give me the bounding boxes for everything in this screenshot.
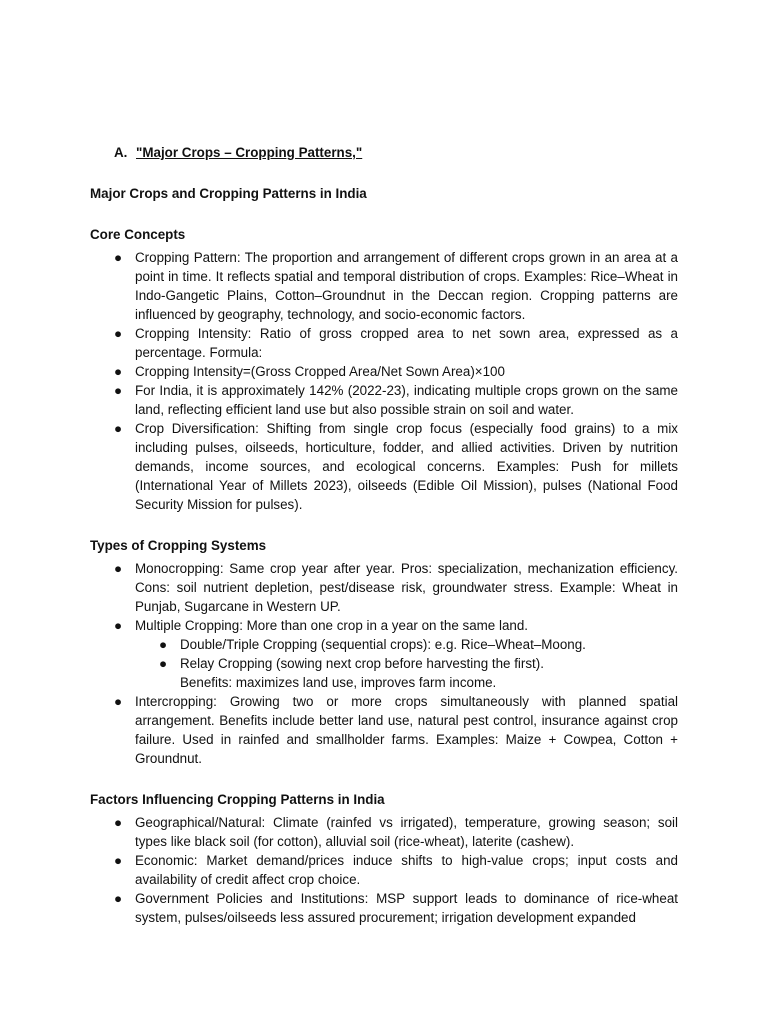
multiple-cropping-sublist: [135, 635, 678, 673]
bullet-icon: ●: [114, 891, 123, 906]
factors-heading: Factors Influencing Cropping Patterns in India: [90, 792, 385, 807]
cropping-systems-heading: Types of Cropping Systems: [90, 538, 267, 553]
list-item: ● Intercropping: Growing two or more crops simultaneously with planned spatial arrangement. Benefits include better land use, natural pest control, insurance against crop failure. Used in rainfed and smallholder farms. Examples: Maize + Cowpea, Cotton + Groundnut.: [114, 694, 678, 766]
list-item: ● Monocropping: Same crop year after year. Pros: specialization, mechanization efficiency. Cons: soil nutrient depletion, pest/disease risk, groundwater stress. Example: Wheat in Punjab, Sugarcane in Western UP.: [114, 561, 678, 614]
bullet-icon: ●: [114, 694, 123, 709]
cropping-systems-list: [90, 559, 678, 768]
bullet-icon: ●: [114, 250, 123, 265]
bullet-icon: ●: [114, 364, 123, 379]
bullet-icon: ●: [114, 853, 123, 868]
bullet-icon: ●: [114, 618, 123, 633]
list-item: ● Government Policies and Institutions: MSP support leads to dominance of rice-wheat system, pulses/oilseeds less assured procurement; irrigation development expanded: [114, 891, 678, 925]
bullet-icon: ●: [114, 326, 123, 341]
core-concepts-heading: Core Concepts: [90, 227, 186, 242]
list-item: ● Cropping Pattern: The proportion and arrangement of different crops grown in an area at a point in time. It reflects spatial and temporal distribution of crops. Examples: Rice–Wheat in Indo-Gangetic Plains, Cotton–Groundnut in the Deccan region. Cropping patterns are influenced by geography, technology, and socio-economic factors.: [114, 250, 678, 322]
list-item: ● Cropping Intensity=(Gross Cropped Area/Net Sown Area)×100: [114, 364, 505, 379]
list-item: ● Geographical/Natural: Climate (rainfed vs irrigated), temperature, growing season; soil types like black soil (for cotton), alluvial soil (rice-wheat), laterite (cashew).: [114, 815, 678, 849]
document-page: [90, 143, 678, 927]
section-heading-title: "Major Crops – Cropping Patterns,": [136, 145, 363, 160]
bullet-icon: ●: [114, 383, 123, 398]
bullet-icon: ●: [114, 561, 123, 576]
bullet-icon: ●: [159, 637, 168, 652]
document-title: Major Crops and Cropping Patterns in India: [90, 186, 367, 201]
factors-list: [90, 813, 678, 927]
list-item: ● Crop Diversification: Shifting from single crop focus (especially food grains) to a mix including pulses, oilseeds, horticulture, fodder, and allied activities. Driven by nutrition demands, income sources, and ecological concerns. Examples: Push for millets (International Year of Millets 2023), oilseeds (Edible Oil Mission), pulses (National Food Security Mission for pulses).: [114, 421, 678, 512]
bullet-icon: ●: [159, 656, 168, 671]
sub-list-item: ● Double/Triple Cropping (sequential crops): e.g. Rice–Wheat–Moong.: [159, 637, 586, 652]
list-item: ● Cropping Intensity: Ratio of gross cropped area to net sown area, expressed as a percentage. Formula:: [114, 326, 678, 360]
list-item: ● For India, it is approximately 142% (2022-23), indicating multiple crops grown on the same land, reflecting efficient land use but also possible strain on soil and water.: [114, 383, 678, 417]
list-marker: A.: [114, 145, 128, 160]
bullet-icon: ●: [114, 421, 123, 436]
section-heading-a: [90, 143, 678, 162]
list-item: ● Economic: Market demand/prices induce shifts to high-value crops; input costs and availability of credit affect crop choice.: [114, 853, 678, 887]
sub-list-item: ● Relay Cropping (sowing next crop before harvesting the first).: [159, 656, 544, 671]
benefits-note: Benefits: maximizes land use, improves farm income.: [180, 675, 497, 690]
core-concepts-list: [90, 248, 678, 514]
bullet-icon: ●: [114, 815, 123, 830]
list-item: ● Multiple Cropping: More than one crop in a year on the same land. ● Double/Triple Cropping (sequential crops): e.g. Rice–Wheat–Moong. ● Relay Cropping (sowing next crop before harvesting the first). Benefits: maximizes land use, improves farm income.: [90, 616, 678, 692]
